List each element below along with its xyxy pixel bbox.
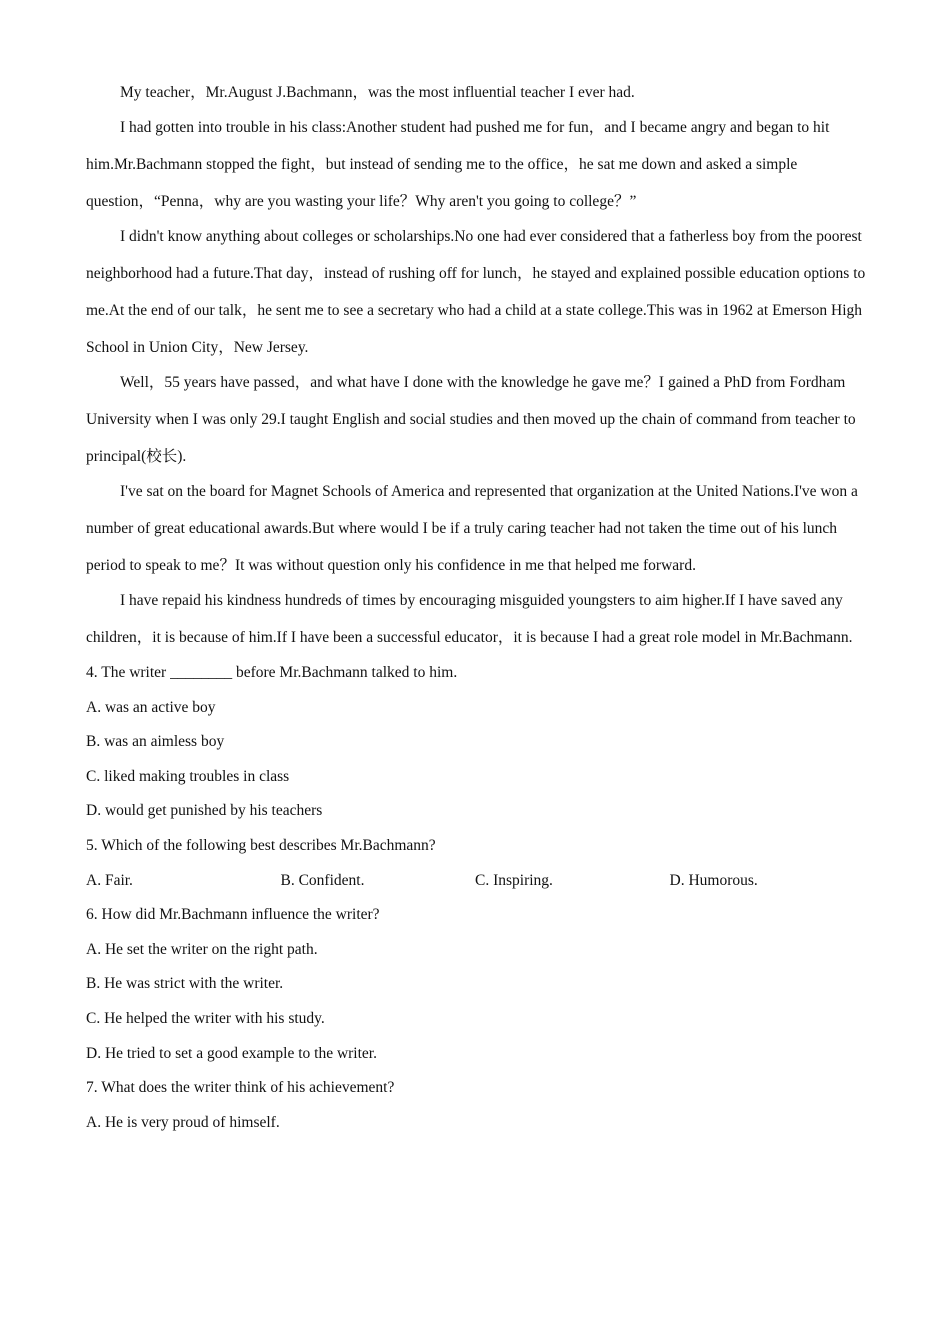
passage-paragraph-3: I didn't know anything about colleges or scholarships.No one had ever considered that a fatherless boy from the poorest neighborhood had a future.That day，instead of rushing off for lunch，he stayed and explained possible education options to me.At the end of our talk，he sent me to see a secretary who had a child at a state college.This was in 1962 at Emerson High School in Union City，New Jersey. (86, 228, 866, 356)
question-7 (86, 1071, 866, 1140)
passage-paragraph-6: I have repaid his kindness hundreds of times by encouraging misguided youngsters to aim higher.If I have saved any children，it is because of him.If I have been a successful educator，it is because I had a great role model in Mr.Bachmann. (86, 592, 853, 646)
option-d: D. would get punished by his teachers (86, 802, 323, 820)
passage-paragraph-1: My teacher，Mr.August J.Bachmann，was the most influential teacher I ever had. (120, 84, 635, 101)
option-b: B. was an aimless boy (86, 733, 225, 751)
question-stem: 4. The writer ________ before Mr.Bachmann talked to him. (86, 664, 458, 681)
passage-paragraph-4: Well，55 years have passed，and what have I done with the knowledge he gave me？I gained a PhD from Fordham University when I was only 29.I taught English and social studies and then moved up the chain of command from teacher to principal(校长). (86, 374, 856, 465)
question-5 (86, 829, 866, 898)
option-a: A. was an active boy (86, 698, 216, 716)
document-page (86, 74, 866, 1140)
option-c: C. He helped the writer with his study. (86, 1009, 325, 1027)
reading-passage (86, 74, 866, 656)
question-stem: 7. What does the writer think of his achievement? (86, 1079, 395, 1097)
option-a: A. He set the writer on the right path. (86, 940, 318, 958)
option-b: B. He was strict with the writer. (86, 975, 284, 993)
question-4 (86, 656, 866, 829)
option-b: B. Confident. (280, 871, 365, 889)
question-6 (86, 898, 866, 1071)
option-c: C. liked making troubles in class (86, 767, 290, 785)
question-stem: 6. How did Mr.Bachmann influence the writer? (86, 906, 380, 924)
option-d: D. He tried to set a good example to the writer. (86, 1044, 377, 1062)
option-c: C. Inspiring. (475, 871, 553, 889)
option-d: D. Humorous. (669, 871, 758, 889)
passage-paragraph-5: I've sat on the board for Magnet Schools of America and represented that organization at the United Nations.I've won a number of great educational awards.But where would I be if a truly caring teacher had not taken the time out of his lunch period to speak to me？It was without question only his confidence in me that helped me forward. (86, 483, 858, 574)
option-a: A. He is very proud of himself. (86, 1113, 280, 1131)
question-stem: 5. Which of the following best describes Mr.Bachmann? (86, 836, 436, 854)
option-a: A. Fair. (86, 871, 133, 889)
passage-paragraph-2: I had gotten into trouble in his class:Another student had pushed me for fun，and I became angry and began to hit him.Mr.Bachmann stopped the fight，but instead of sending me to the office，he sat me down and asked a simple question，“Penna，why are you wasting your life？Why aren't you going to college？” (86, 119, 830, 210)
options-row (86, 864, 866, 899)
